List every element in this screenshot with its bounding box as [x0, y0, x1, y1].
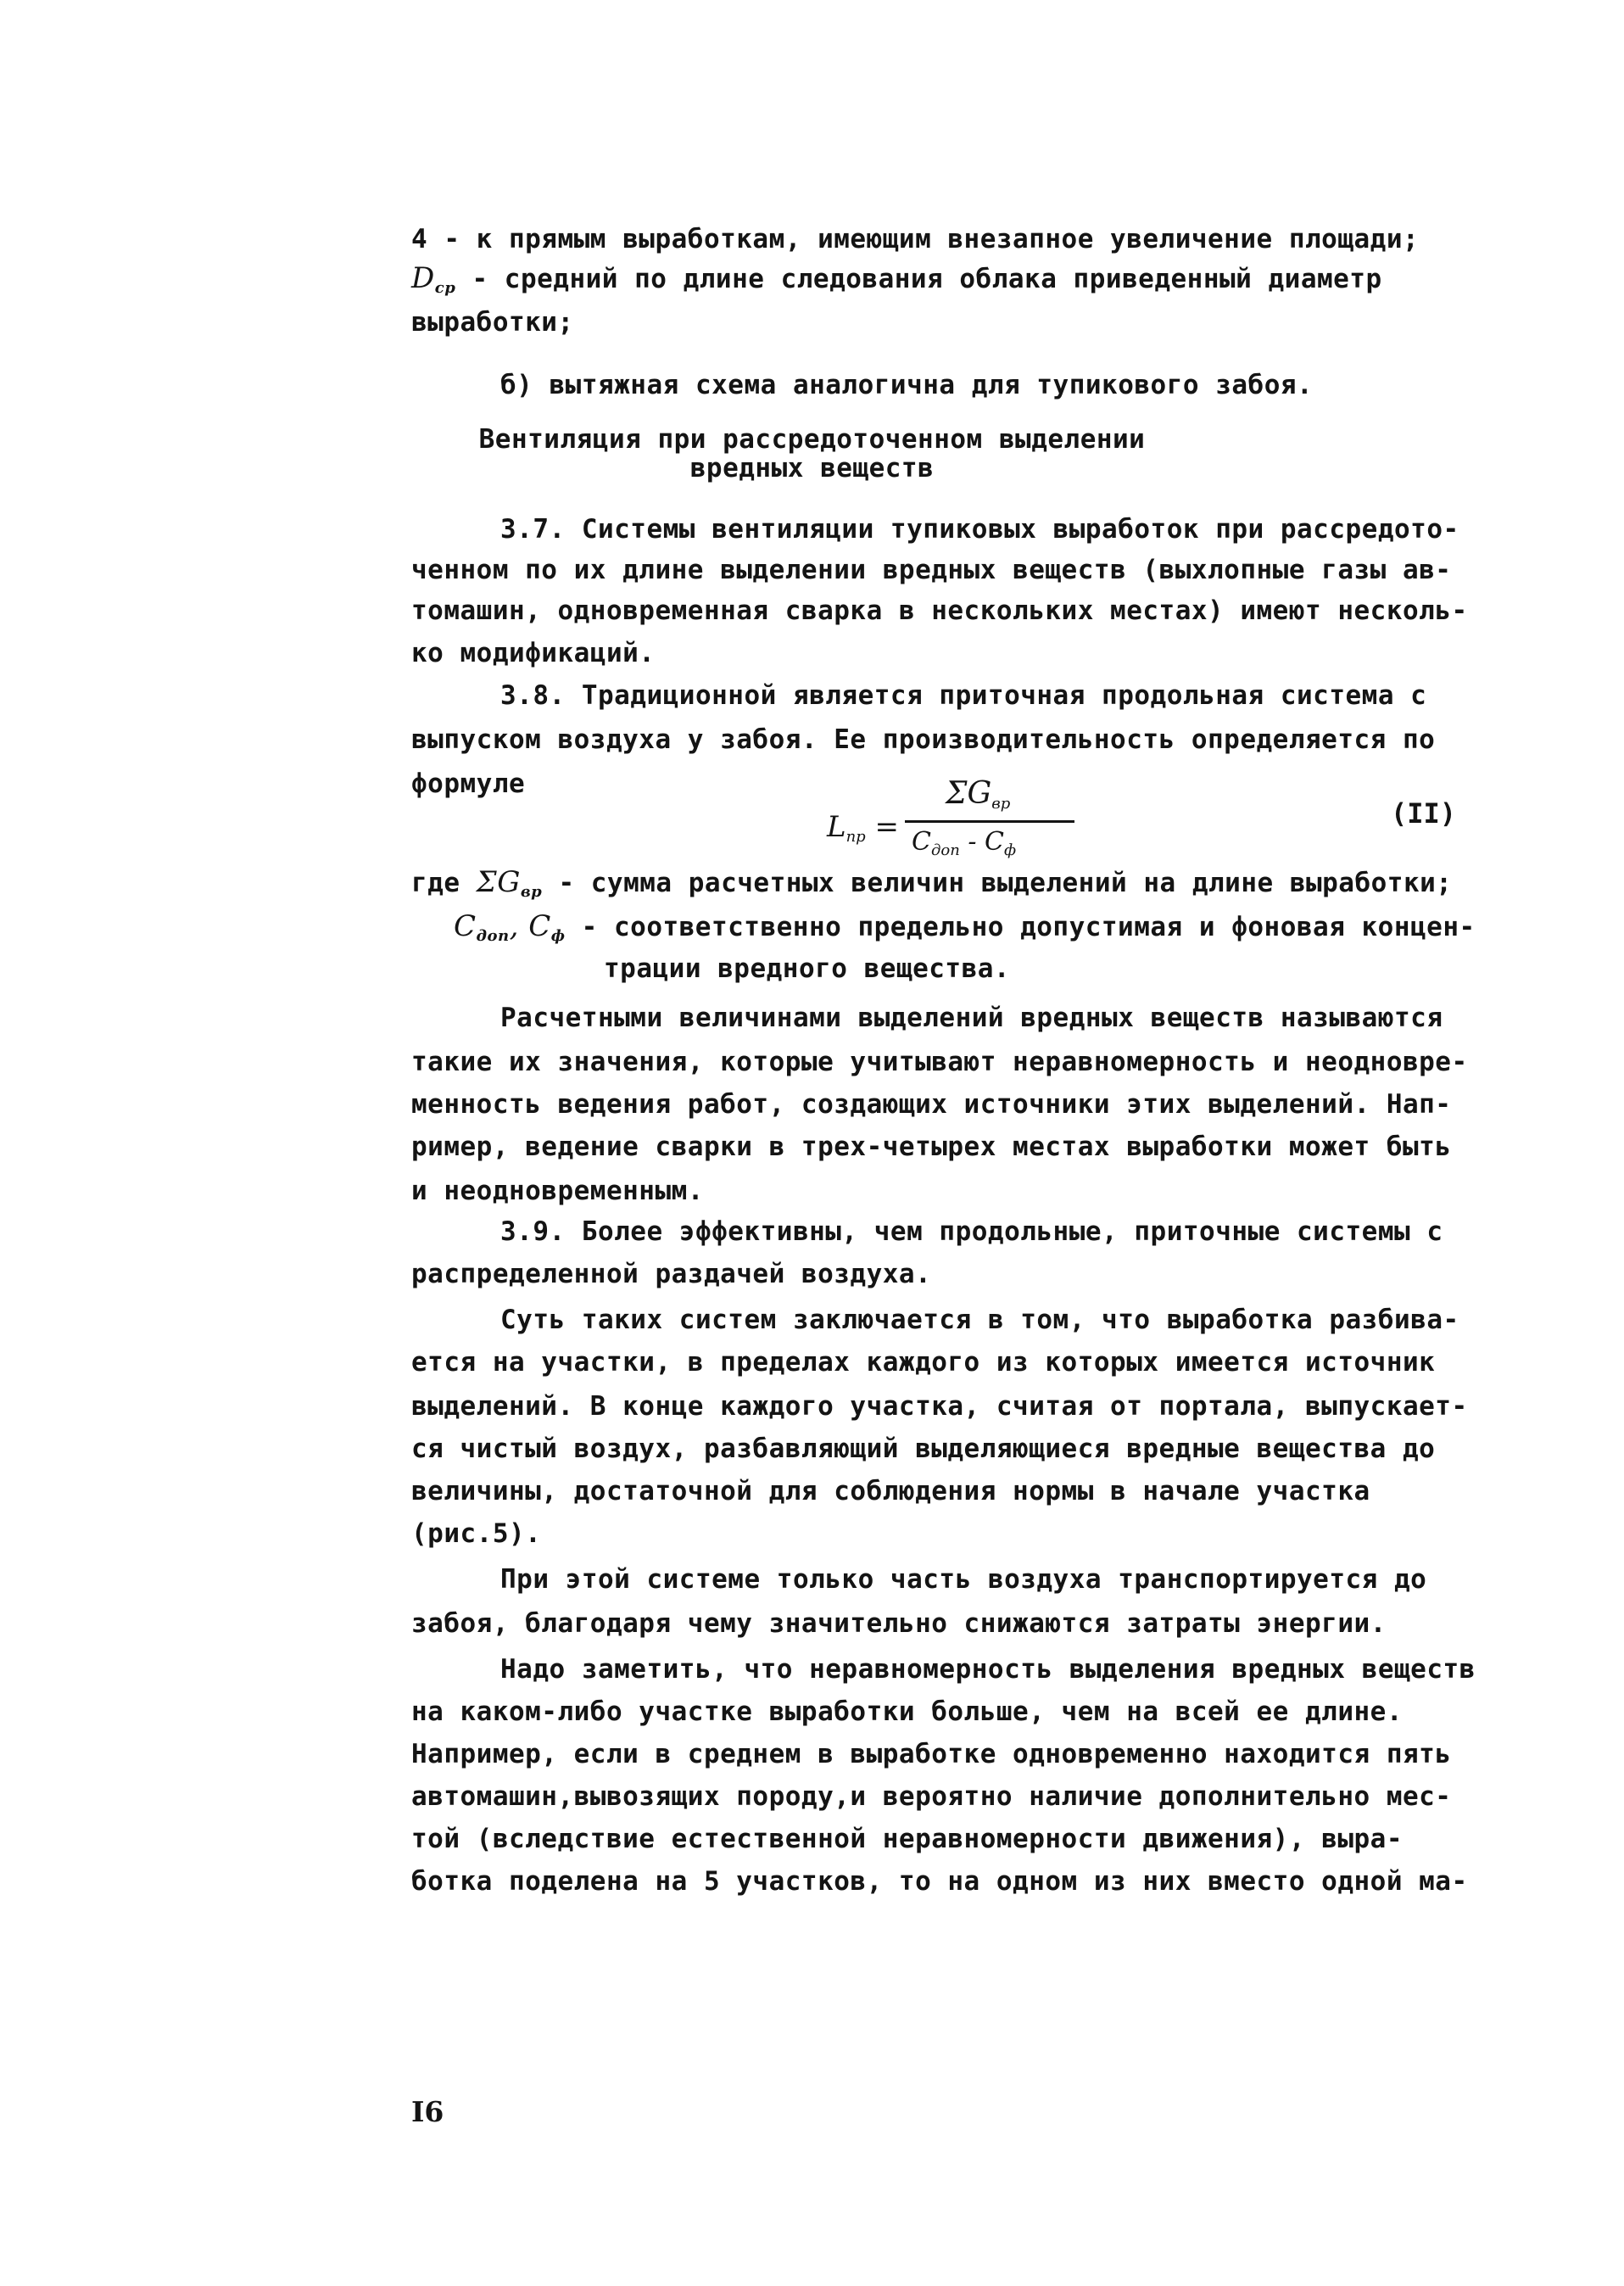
- text-line: менность ведения работ, создающих источники этих выделений. Нап-: [411, 1089, 1452, 1120]
- formula-II: [827, 776, 1098, 869]
- concentration-symbol: C: [454, 909, 477, 943]
- paragraph: При этой системе только часть воздуха транспортируется до: [500, 1564, 1427, 1595]
- text-line-segment: - средний по длине следования облака приведенный диаметр: [455, 264, 1382, 294]
- text-line: ботка поделена на 5 участков, то на одном из них вместо одной ма-: [411, 1866, 1468, 1897]
- text-line: выработки;: [411, 307, 574, 338]
- text-line: и неодновременным.: [411, 1176, 704, 1206]
- text-line: томашин, одновременная сварка в нескольких местах) имеют несколь-: [411, 595, 1468, 626]
- formula-numerator: $\Sigma G_{вр}$: [946, 776, 1011, 813]
- text-line: [411, 261, 1382, 305]
- text-line: Например, если в среднем в выработке одновременно находится пять: [411, 1739, 1452, 1769]
- text-line: б) вытяжная схема аналогична для тупикового забоя.: [500, 370, 1314, 400]
- text-line: величины, достаточной для соблюдения нормы в начале участка: [411, 1476, 1370, 1506]
- fraction-bar: [905, 820, 1074, 823]
- text-line: ример, ведение сварки в трех-четырех местах выработки может быть: [411, 1132, 1452, 1162]
- paragraph-3-8: 3.8. Традиционной является приточная продольная система с: [500, 680, 1427, 711]
- text-line: (рис.5).: [411, 1518, 542, 1549]
- text-line: 4 - к прямым выработкам, имеющим внезапное увеличение площади;: [411, 224, 1420, 254]
- text-line: ся чистый воздух, разбавляющий выделяющиеся вредные вещества до: [411, 1434, 1436, 1464]
- text-line: той (вследствие естественной неравномерности движения), выра-: [411, 1824, 1403, 1854]
- diameter-subscript: ср: [434, 279, 456, 297]
- paragraph-3-7: 3.7. Системы вентиляции тупиковых выработок при рассредото-: [500, 514, 1459, 545]
- text-line: выделений. В конце каждого участка, считая от портала, выпускает-: [411, 1391, 1468, 1422]
- paragraph: Надо заметить, что неравномерность выделения вредных веществ: [500, 1654, 1476, 1685]
- text-line: распределенной раздачей воздуха.: [411, 1259, 932, 1289]
- text-line: такие их значения, которые учитывают неравномерность и неодновре-: [411, 1047, 1468, 1077]
- formula-lhs: $L_{пр}$ =: [827, 810, 899, 846]
- text-line: на каком-либо участке выработки больше, чем на всей ее длине.: [411, 1696, 1403, 1727]
- section-heading: Вентиляция при рассредоточенном выделении: [478, 424, 1146, 455]
- paragraph: Расчетными величинами выделений вредных веществ называются: [500, 1003, 1443, 1033]
- text-line: автомашин,вывозящих породу,и вероятно наличие дополнительно мес-: [411, 1781, 1452, 1812]
- text-line: $C_{доп}$, $C_ф$ - соответственно предельно допустимая и фоновая концен-: [454, 909, 1476, 945]
- formula-number: (II): [1391, 797, 1457, 830]
- text-line: формуле: [411, 769, 526, 799]
- sum-symbol: ΣG: [476, 865, 521, 899]
- paragraph: Суть таких систем заключается в том, что выработка разбива-: [500, 1305, 1459, 1335]
- text-line: где $\Sigma G_{вр}$ - сумма расчетных величин выделений на длине выработки;: [411, 865, 1453, 901]
- page-number: I6: [411, 2095, 444, 2128]
- diameter-symbol: D: [411, 261, 435, 295]
- text-line: трации вредного вещества.: [604, 953, 1011, 984]
- formula-denominator: $C_{доп} - C_ф$: [912, 827, 1017, 859]
- section-heading: вредных веществ: [689, 453, 935, 483]
- text-line: ченном по их длине выделении вредных веществ (выхлопные газы ав-: [411, 555, 1452, 585]
- text-line: выпуском воздуха у забоя. Ее производительность определяется по: [411, 724, 1436, 755]
- paragraph-3-9: 3.9. Более эффективны, чем продольные, приточные системы с: [500, 1216, 1443, 1247]
- text-line: забоя, благодаря чему значительно снижаются затраты энергии.: [411, 1608, 1387, 1639]
- text-line: ко модификаций.: [411, 638, 656, 668]
- text-line: ется на участки, в пределах каждого из которых имеется источник: [411, 1347, 1436, 1378]
